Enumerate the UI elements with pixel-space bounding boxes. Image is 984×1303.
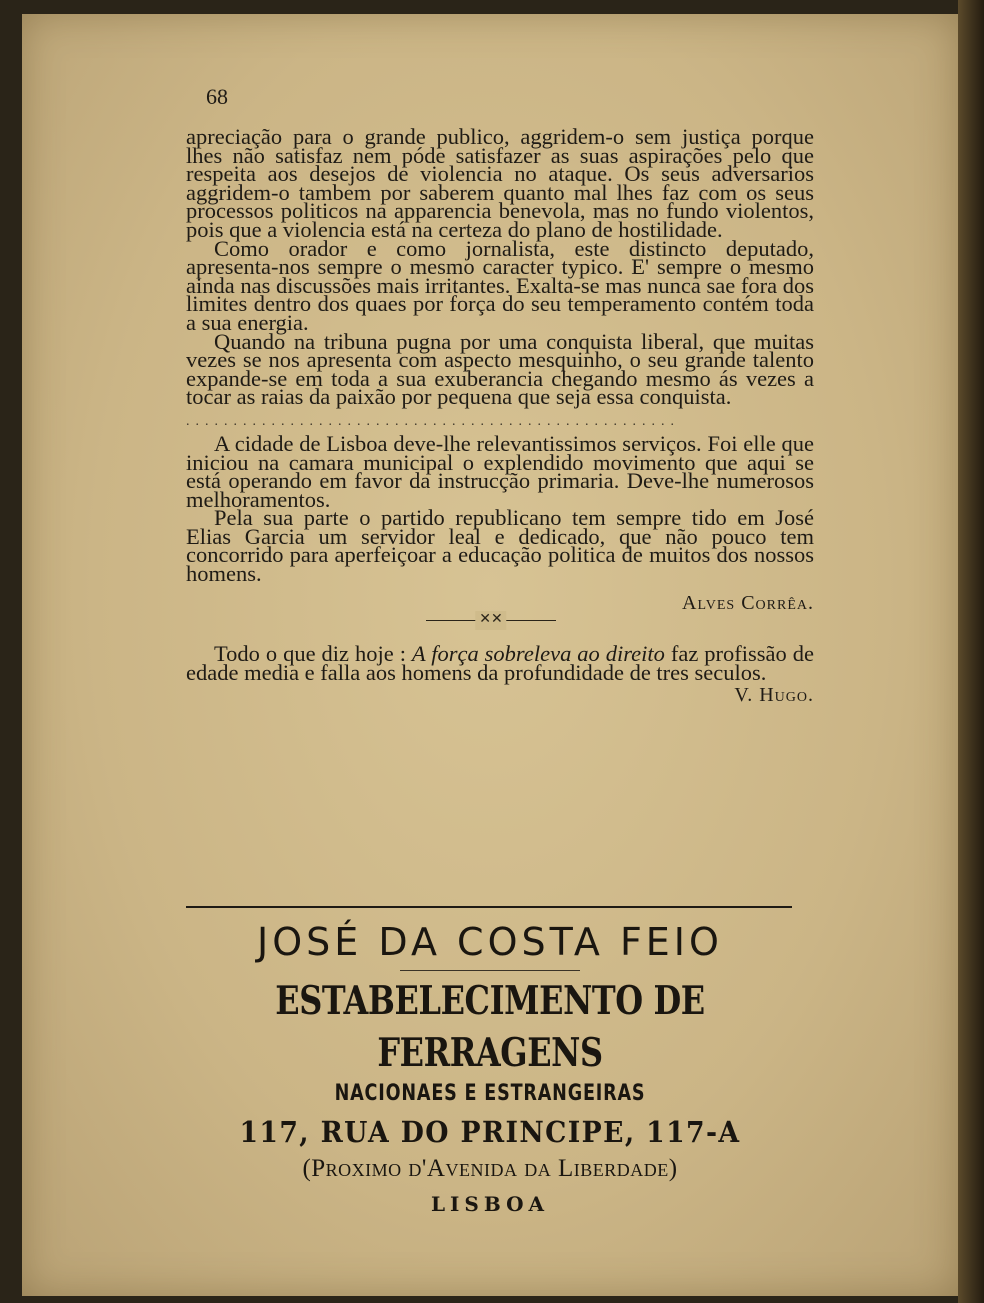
advert-title: ESTABELECIMENTO DE FERRAGENS	[275, 978, 705, 1076]
hugo-quote	[186, 641, 814, 685]
paragraph-3: Quando na tribuna pugna por uma conquista liberal, que muitas vezes se nos apresenta com aspecto mesquinho, o seu grande talento expande-se em toda a sua exuberancia chegando mesmo ás vezes a tocar as raias da paixão por pequena que seja essa conquista.	[186, 328, 814, 410]
paragraph-1: apreciação para o grande publico, aggridem-o sem justiça porque lhes não satisfaz nem póde satisfazer as suas aspirações pelo que respeita aos desejos de violencia no ataque. Os seus adversarios aggridem-o tambem por saberem quanto mal lhes faz com os seus processos politicos na apparencia benevola, mas no fundo violentos, pois que a violencia está na certeza do plano de hostilidade.	[186, 124, 814, 242]
page-number: 68	[206, 84, 228, 109]
advert-near: (Proximo d'Avenida da Liberdade)	[302, 1155, 678, 1182]
book-edge	[958, 0, 984, 1303]
advert-city: LISBOA	[430, 1192, 550, 1216]
advert-address: 117, RUA DO PRINCIPE, 117-A	[239, 1115, 741, 1149]
flourish-ornament: ✕✕	[475, 611, 506, 630]
flourish-divider	[426, 612, 556, 628]
advertisement	[170, 918, 810, 1219]
article-body	[186, 124, 814, 707]
advert-name: JOSÉ DA COSTA FEIO	[257, 920, 723, 964]
quote-before: Todo o que diz hoje :	[214, 641, 412, 667]
paragraph-5: Pela sua parte o partido republicano tem sempre tido em José Elias Garcia um servidor leal e dedicado, que não pouco tem concorrido para aperfeiçoar a educação politica de muitos dos nossos homens.	[186, 505, 814, 587]
quote-after: faz profissão de edade media e falla aos homens da profundidade de tres seculos.	[186, 641, 814, 685]
advert-subtitle: NACIONAES E ESTRANGEIRAS	[334, 1081, 646, 1106]
dotted-separator: ....................................................	[186, 414, 680, 429]
quote-signature: V. Hugo.	[734, 684, 814, 707]
quote-italic: A força sobreleva ao direito	[411, 641, 665, 667]
author-signature: Alves Corrêa.	[682, 591, 814, 614]
paragraph-4: A cidade de Lisboa deve-lhe relevantissimos serviços. Foi elle que iniciou na camara municipal o explendido movimento que aqui se está operando em favor da instrucção primaria. Deve-lhe numerosos melhoramentos.	[186, 430, 814, 512]
paragraph-2: Como orador e como jornalista, este distincto deputado, apresenta-nos sempre o mesmo caracter typico. E' sempre o mesmo ainda nas discussões mais irritantes. Exalta-se mas nunca sae fora dos limites dentro dos quaes por força do seu temperamento contém toda a sua energia.	[186, 235, 814, 335]
advert-thin-rule	[400, 970, 580, 971]
advert-rule	[186, 906, 792, 908]
